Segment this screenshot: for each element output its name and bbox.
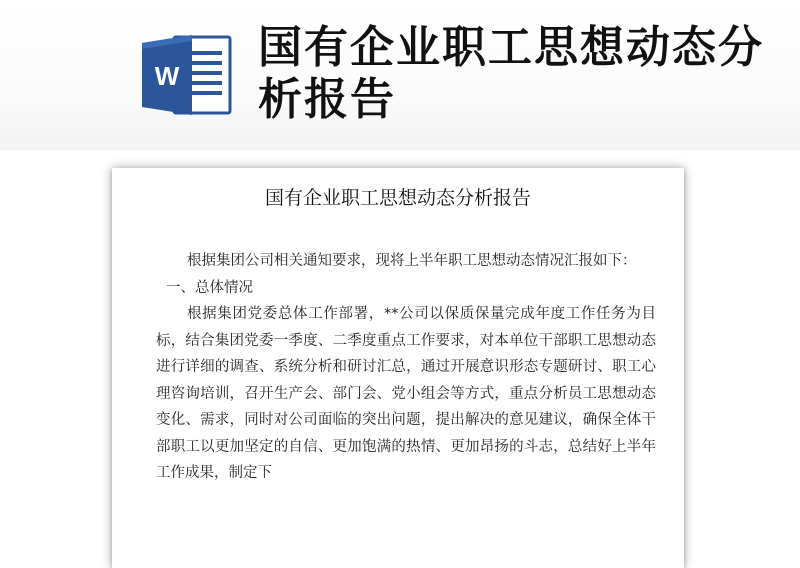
word-document-icon [140, 33, 234, 117]
document-heading: 国有企业职工思想动态分析报告 [264, 187, 531, 209]
word-icon-letter: W [154, 61, 180, 91]
intro-paragraph: 根据集团公司相关通知要求，现将上半年职工思想动态情况汇报如下： [187, 253, 637, 269]
body-paragraph: 根据集团党委总体工作部署，**公司以保质保量完成年度工作任务为目标，结合集团党委一季度、二季度重点工作要求，对本单位干部职工思想动态进行详细的调查、系统分析和研讨汇总，通过开展意识形态专题研讨、职工心理咨询培训，召开生产会、部门会、党小组会等方式，重点分析员工思想动态变化、需求，同时对公司面临的突出问题，提出解决的意见建议，确保全体干部职工以更加坚定的自信、更加饱满的热情、更加昂扬的斗志，总结好上半年工作成果，制定下 [156, 306, 656, 481]
document-page [112, 168, 684, 568]
document-body [156, 248, 656, 487]
banner-title: 国有企业职工思想动态分析报告 [258, 22, 764, 125]
section-heading: 一、总体情况 [166, 279, 253, 296]
header-banner [0, 0, 800, 150]
